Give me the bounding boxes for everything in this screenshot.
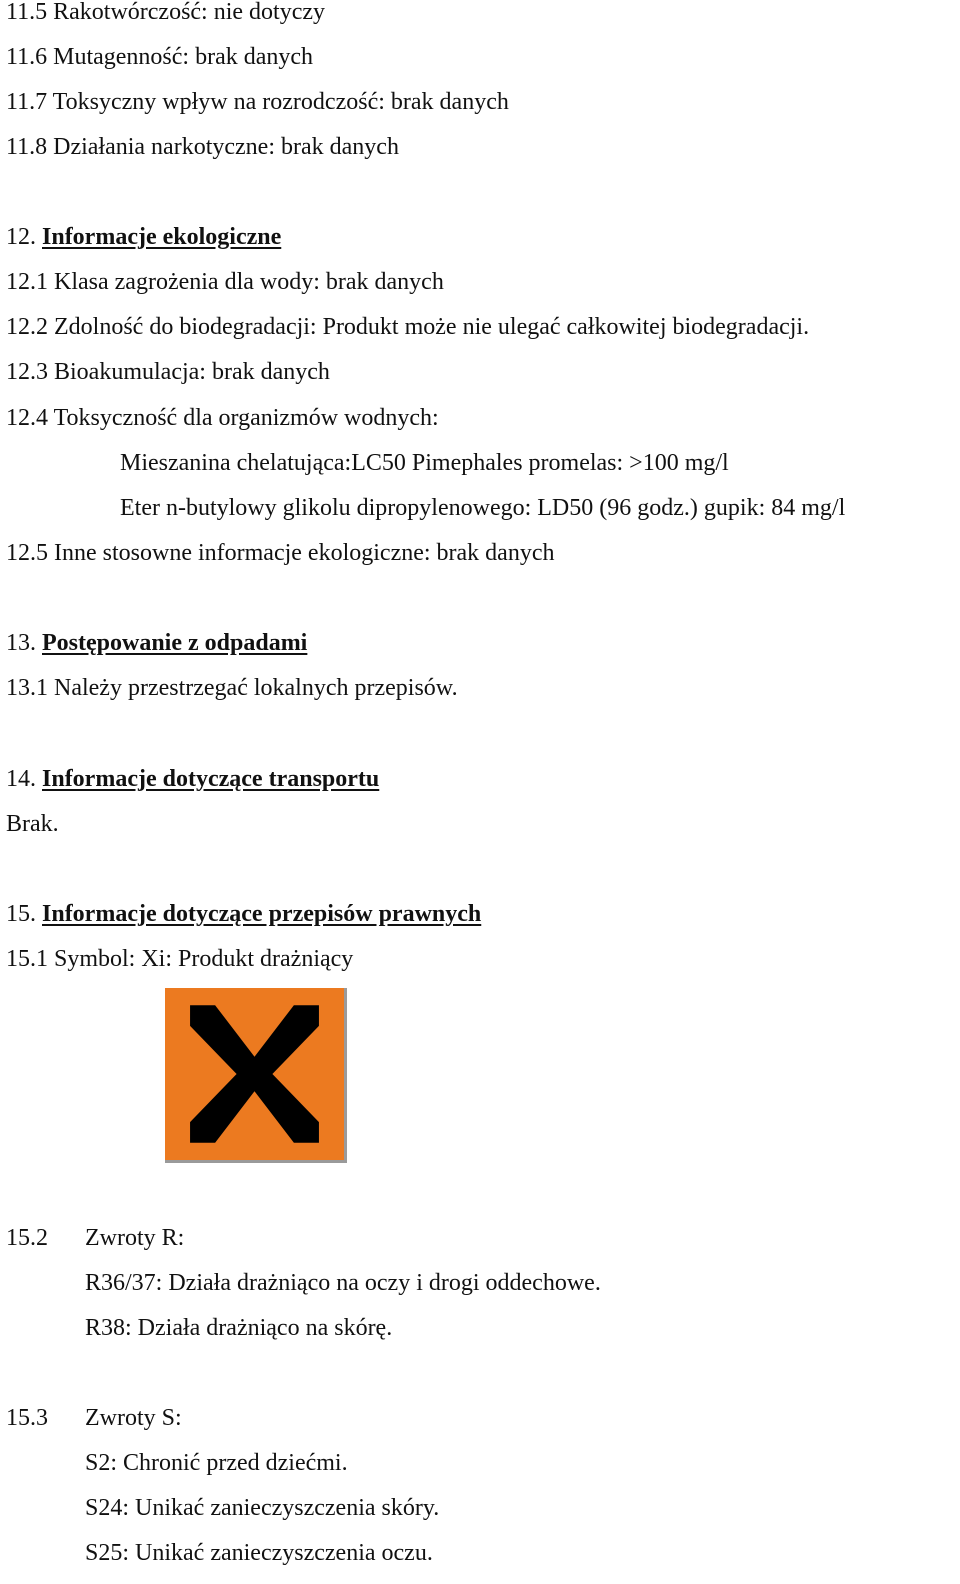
section-15-heading [6,900,481,928]
section-15-number: 15. [6,901,36,927]
section-12-number: 12. [6,224,36,250]
line-15-1: 15.1 Symbol: Xi: Produkt drażniący [6,946,354,972]
line-12-2: 12.2 Zdolność do biodegradacji: Produkt może nie ulegać całkowitej biodegradacji. [6,314,810,340]
section-13-number: 13. [6,630,36,656]
line-11-7: 11.7 Toksyczny wpływ na rozrodczość: brak danych [6,89,509,115]
line-15-2-label: Zwroty R: [85,1225,185,1251]
line-14-text: Brak. [6,811,59,837]
line-15-2 [6,1224,184,1252]
line-15-3 [6,1404,182,1432]
s-phrase-24: S24: Unikać zanieczyszczenia skóry. [85,1495,440,1521]
irritant-x-cross [165,988,344,1160]
line-15-2-number: 15.2 [6,1225,48,1251]
line-13-1: 13.1 Należy przestrzegać lokalnych przepisów. [6,675,458,701]
irritant-x-icon [165,988,347,1163]
section-14-title: Informacje dotyczące transportu [42,766,380,792]
section-13-title: Postępowanie z odpadami [42,630,308,656]
r-phrase-38: R38: Działa drażniąco na skórę. [85,1315,393,1341]
line-11-6: 11.6 Mutagenność: brak danych [6,44,314,70]
line-12-1: 12.1 Klasa zagrożenia dla wody: brak danych [6,269,444,295]
section-15-title: Informacje dotyczące przepisów prawnych [42,901,482,927]
line-15-3-number: 15.3 [6,1405,48,1431]
line-12-3: 12.3 Bioakumulacja: brak danych [6,359,330,385]
s-phrase-2: S2: Chronić przed dziećmi. [85,1450,348,1476]
line-12-4: 12.4 Toksyczność dla organizmów wodnych: [6,405,439,431]
line-11-8: 11.8 Działania narkotyczne: brak danych [6,134,399,160]
line-12-4-mixture: Mieszanina chelatująca:LC50 Pimephales promelas: >100 mg/l [120,450,729,476]
section-14-number: 14. [6,766,36,792]
section-14-heading [6,765,379,793]
r-phrase-36-37: R36/37: Działa drażniąco na oczy i drogi oddechowe. [85,1270,601,1296]
line-12-5: 12.5 Inne stosowne informacje ekologiczne: brak danych [6,540,555,566]
section-12-heading [6,223,281,251]
section-12-title: Informacje ekologiczne [42,224,282,250]
section-13-heading [6,629,307,657]
line-12-4-ether: Eter n-butylowy glikolu dipropylenowego: LD50 (96 godz.) gupik: 84 mg/l [120,495,846,521]
line-11-5: 11.5 Rakotwórczość: nie dotyczy [6,0,326,25]
line-15-3-label: Zwroty S: [85,1405,182,1431]
s-phrase-25: S25: Unikać zanieczyszczenia oczu. [85,1540,433,1566]
